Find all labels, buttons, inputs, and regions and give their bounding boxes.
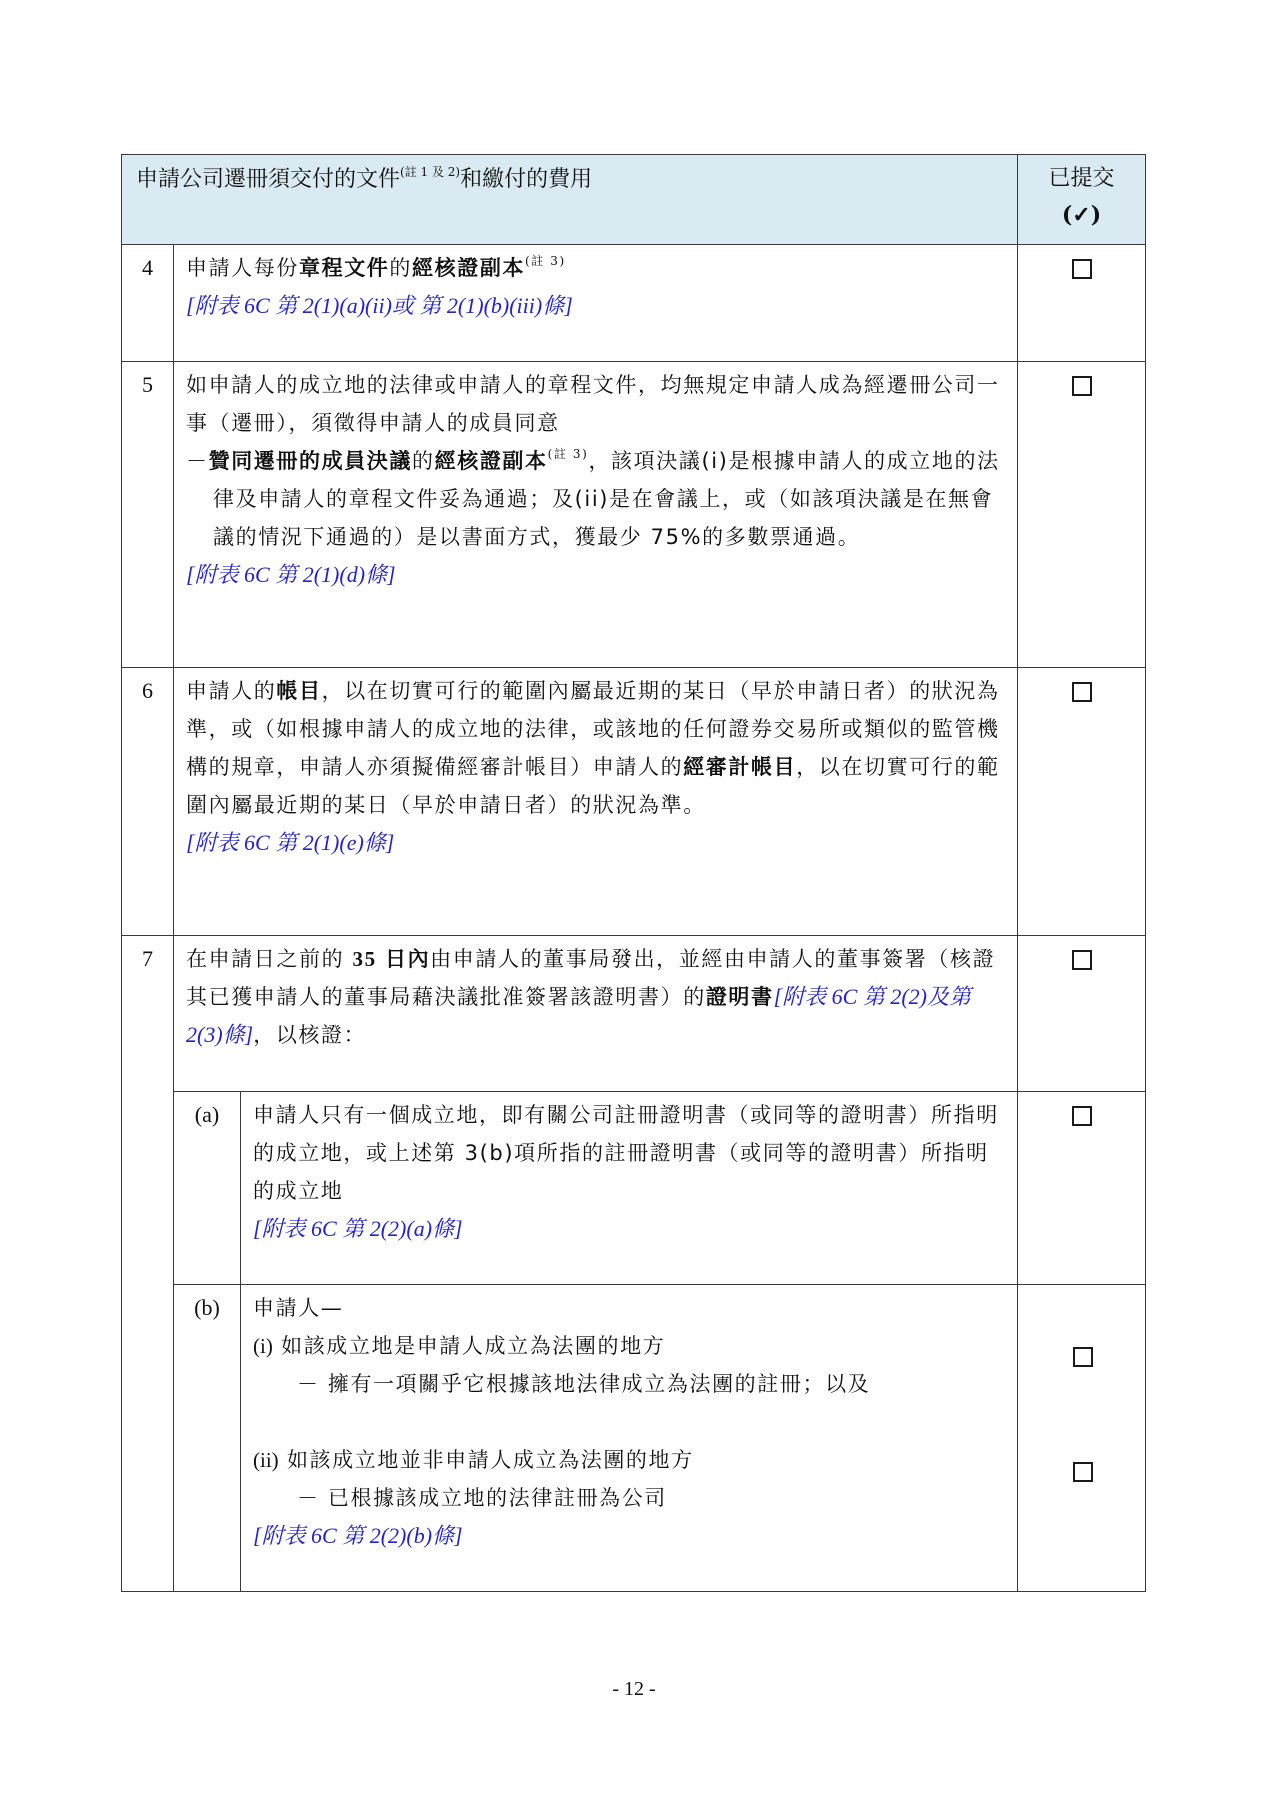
header-documents-title: 申請公司遷冊須交付的文件$^{(註 1 及 2)}$和繳付的費用 — [122, 155, 1018, 245]
table-row-7a — [122, 1092, 1146, 1285]
document-checklist-table — [121, 154, 1146, 1592]
submitted-cell — [1018, 245, 1146, 362]
row-intro: 如申請人的成立地的法律或申請人的章程文件，均無規定申請人成為經遷冊公司一事（遷冊），須徵得申請人的成員同意 — [186, 373, 1000, 435]
schedule-reference: [附表 6C 第 2(2)(a)條] — [253, 1216, 463, 1241]
row-number: 5 — [122, 362, 174, 668]
table-row-7 — [122, 936, 1146, 1092]
submitted-checkbox-row-6[interactable] — [1072, 682, 1092, 702]
option-i: (i) 如該成立地是申請人成立為法團的地方 — [253, 1334, 666, 1358]
subitem-label: (b) — [174, 1285, 241, 1592]
subitem-content: 申請人— (i) 如該成立地是申請人成立為法團的地方 － 擁有一項關乎它根據該地法律成立為法團的註冊；以及 (ii) 如該成立地並非申請人成立為法團的地方 － 已根據該成立地的法律註冊為公司 [附表 6C 第 2(2)(b)條] — [241, 1285, 1018, 1592]
page-number: - 12 - — [612, 1678, 656, 1700]
row-number: 4 — [122, 245, 174, 362]
table-row-7b — [122, 1285, 1146, 1592]
table-row-6 — [122, 668, 1146, 936]
submitted-checkbox-row-7a[interactable] — [1072, 1106, 1092, 1126]
submitted-cell — [1018, 1092, 1146, 1285]
submitted-checkbox-row-4[interactable] — [1072, 259, 1092, 279]
submitted-checkbox-row-7b-i[interactable] — [1073, 1347, 1093, 1367]
row-number: 7 — [122, 936, 174, 1592]
row-content: 申請人每份章程文件的經核證副本$^{(註 3)}$ [附表 6C 第 2(1)(a)(ii)或 第 2(1)(b)(iii)條] — [174, 245, 1018, 362]
submitted-checkbox-row-7b-ii[interactable] — [1073, 1462, 1093, 1482]
row-content — [174, 362, 1018, 668]
option-ii-requirement: － 已根據該成立地的法律註冊為公司 — [297, 1486, 667, 1510]
checkmark-icon: (✓) — [1061, 202, 1102, 228]
subitem-content: 申請人只有一個成立地，即有關公司註冊證明書（或同等的證明書）所指明的成立地，或上述第 3(b)項所指的註冊證明書（或同等的證明書）所指明的成立地 [附表 6C 第 2(2)(a)條] — [241, 1092, 1018, 1285]
row-content: 在申請日之前的 35 日內由申請人的董事局發出，並經由申請人的董事簽署（核證其已獲申請人的董事局藉決議批准簽署該證明書）的證明書[附表 6C 第 2(2)及第 2(3)條]，以核證： — [174, 936, 1018, 1092]
note-ref: (註 3) — [547, 447, 589, 461]
row-number: 6 — [122, 668, 174, 936]
submitted-cell — [1018, 668, 1146, 936]
table-header-row — [122, 155, 1146, 245]
row-content: 申請人的帳目，以在切實可行的範圍內屬最近期的某日（早於申請日者）的狀況為準，或（如根據申請人的成立地的法律，或該地的任何證券交易所或類似的監管機構的規章，申請人亦須擬備經審計帳目）申請人的經審計帳目，以在切實可行的範圍內屬最近期的某日（早於申請日者）的狀況為準。 [附表 6C 第 2(1)(e)條] — [174, 668, 1018, 936]
submitted-checkbox-row-7[interactable] — [1072, 950, 1092, 970]
submitted-cell — [1018, 936, 1146, 1092]
submitted-cell — [1018, 1285, 1146, 1592]
schedule-reference: [附表 6C 第 2(2)(b)條] — [253, 1523, 463, 1548]
submitted-checkbox-row-5[interactable] — [1072, 376, 1092, 396]
header-submitted — [1018, 155, 1146, 245]
submitted-cell — [1018, 362, 1146, 668]
option-ii: (ii) 如該成立地並非申請人成立為法團的地方 — [253, 1448, 694, 1472]
row-dash-item: －贊同遷冊的成員決議的經核證副本$^{(註 3)}$，該項決議(i)是根據申請人的成立地的法律及申請人的章程文件妥為通過；及(ii)是在會議上，或（如該項決議是在無會議的情況下通過的）是以書面方式，獲最少 75%的多數票通過。 — [186, 447, 1000, 549]
schedule-reference: [附表 6C 第 2(1)(e)條] — [186, 830, 395, 855]
subitem-label: (a) — [174, 1092, 241, 1285]
option-i-requirement: － 擁有一項關乎它根據該地法律成立為法團的註冊；以及 — [297, 1372, 871, 1396]
schedule-reference: [附表 6C 第 2(1)(a)(ii)或 第 2(1)(b)(iii)條] — [186, 293, 573, 318]
schedule-reference-inline: [附表 6C 第 2(2)及第 2(3)條] — [186, 984, 972, 1047]
table-row-4 — [122, 245, 1146, 362]
schedule-reference: [附表 6C 第 2(1)(d)條] — [186, 562, 396, 587]
table-row-5 — [122, 362, 1146, 668]
header-note-ref: (註 1 及 2) — [400, 165, 461, 179]
note-ref: (註 3) — [525, 254, 566, 268]
submitted-label: 已提交 — [1048, 166, 1115, 191]
